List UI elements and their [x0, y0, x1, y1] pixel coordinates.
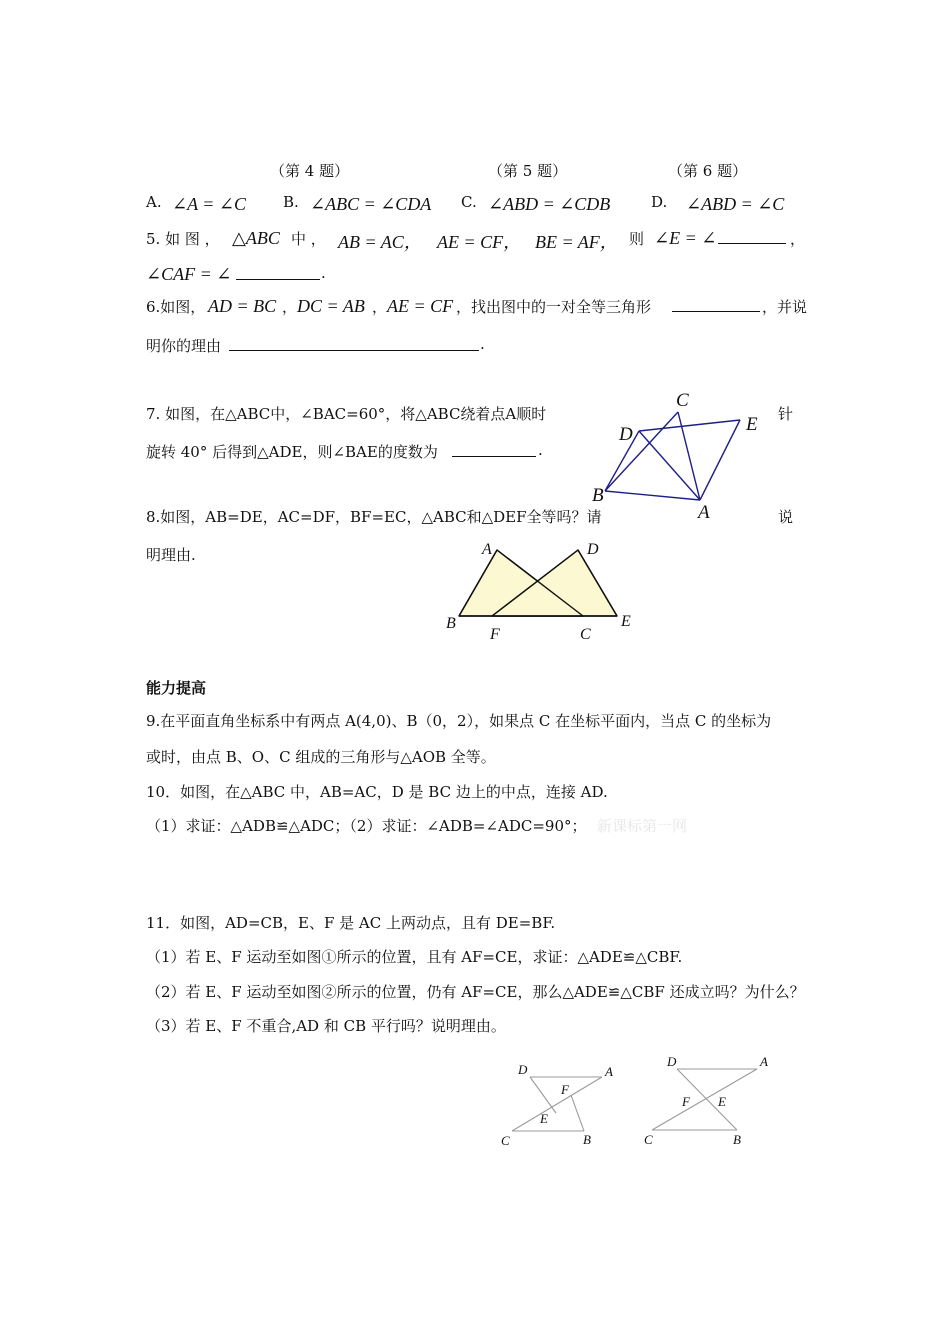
caption-q6: （第 6 题） — [668, 162, 748, 180]
fig11a-label-e: E — [540, 1111, 548, 1126]
q10-line2: （1）求证：△ADB≌△ADC；（2）求证：∠ADB=∠ADC=90°； — [146, 817, 587, 835]
q6-mid: ，找出图中的一对全等三角形 — [456, 298, 652, 316]
q6-line2: 明你的理由 — [146, 337, 222, 355]
q7-side: 针 — [778, 405, 794, 423]
fig7-label-c: C — [676, 390, 689, 411]
q10-line1: 10．如图，在△ABC 中，AB=AC，D 是 BC 边上的中点，连接 AD. — [146, 783, 608, 801]
q5-prefix: 5. 如 图 ， — [146, 230, 220, 248]
fig11b-label-a: A — [760, 1054, 768, 1069]
option-c-math: ∠ABD = ∠CDB — [488, 194, 611, 214]
q5-ze: 则 — [629, 230, 645, 248]
caption-q5: （第 5 题） — [488, 162, 568, 180]
q11-line4: （3）若 E、F 不重合,AD 和 CB 平行吗？说明理由。 — [146, 1017, 506, 1035]
q6-sep-1: ， — [282, 298, 298, 316]
fig8-label-d: D — [587, 541, 599, 558]
q6-math-ad-bc: AD = BC — [208, 296, 277, 316]
q11-line1: 11．如图，AD=CB，E、F 是 AC 上两动点，且有 DE=BF. — [146, 914, 556, 932]
fig11a-label-b: B — [583, 1132, 591, 1147]
q5-math-angle-caf: ∠CAF = ∠ — [146, 264, 232, 284]
option-d-math: ∠ABD = ∠C — [686, 194, 785, 214]
q7-line2: 旋转 40° 后得到△ADE，则∠BAE的度数为 — [146, 443, 438, 461]
option-c-letter: C. — [461, 193, 477, 211]
q6-sep-2: ， — [372, 298, 388, 316]
fig7-label-a: A — [698, 502, 710, 523]
q9-line2: 或时，由点 B、O、C 组成的三角形与△AOB 全等。 — [146, 748, 496, 766]
q6-math-dc-ab: DC = AB — [297, 296, 365, 316]
fig7-label-b: B — [592, 485, 604, 506]
q11-line3: （2）若 E、F 运动至如图②所示的位置，仍有 AF=CE，那么△ADE≌△CBF 还成立吗？为什么？ — [146, 983, 805, 1001]
q5-math-angle-e: ∠E = ∠ — [654, 228, 717, 248]
q7-end: . — [538, 441, 543, 459]
fig8-label-f: F — [490, 626, 500, 643]
fig11b-label-b: B — [733, 1132, 741, 1147]
fig11b-label-c: C — [644, 1132, 653, 1147]
fig8-label-a: A — [482, 541, 492, 558]
section-title: 能力提高 — [146, 679, 207, 697]
q9-line1: 9.在平面直角坐标系中有两点 A(4,0)、B（0，2），如果点 C 在坐标平面内，当点 C 的坐标为 — [146, 712, 772, 730]
fig8-label-b: B — [446, 615, 456, 632]
option-d-letter: D. — [651, 193, 668, 211]
fig11a-label-f: F — [561, 1082, 569, 1097]
q11-line2: （1）若 E、F 运动至如图①所示的位置，且有 AF=CE，求证：△ADE≌△CBF. — [146, 948, 683, 966]
q5-math-ae-cf: AE = CF， — [437, 232, 522, 252]
fig8-label-e: E — [621, 613, 631, 630]
q8-line2: 明理由. — [146, 546, 196, 564]
q5-end: . — [321, 264, 326, 282]
watermark: 新课标第一网 — [597, 817, 688, 835]
q5-math-triangle: △ABC — [232, 228, 280, 248]
fig8-label-c: C — [580, 626, 591, 643]
q8-line1: 8.如图，AB=DE，AC=DF，BF=EC，△ABC和△DEF全等吗？请 — [146, 508, 602, 526]
q6-prefix: 6.如图， — [146, 298, 206, 316]
option-b-math: ∠ABC = ∠CDA — [310, 194, 432, 214]
q8-side: 说 — [778, 508, 794, 526]
q7-line1: 7. 如图，在△ABC中，∠BAC=60°，将△ABC绕着点A顺时 — [146, 405, 547, 423]
fig11a-label-c: C — [501, 1133, 510, 1148]
fig11b-label-e: E — [718, 1094, 726, 1109]
q6-math-ae-cf: AE = CF — [387, 296, 454, 316]
option-b-letter: B. — [283, 193, 299, 211]
q6-end: . — [480, 335, 485, 353]
q5-math-be-af: BE = AF， — [535, 232, 618, 252]
fig11a-label-d: D — [518, 1062, 528, 1077]
q5-comma: ， — [790, 230, 806, 248]
fig11b-label-f: F — [682, 1094, 690, 1109]
q5-zhong: 中 ， — [291, 230, 326, 248]
caption-q4: （第 4 题） — [270, 162, 350, 180]
fig11a-label-a: A — [605, 1064, 613, 1079]
option-a-letter: A. — [146, 193, 162, 211]
fig7-label-d: D — [619, 424, 633, 445]
option-a-math: ∠A = ∠C — [172, 194, 246, 214]
q5-math-ab-ac: AB = AC， — [338, 232, 422, 252]
q6-tail: ，并说 — [762, 298, 808, 316]
fig7-label-e: E — [746, 414, 758, 435]
fig11b-label-d: D — [667, 1054, 677, 1069]
